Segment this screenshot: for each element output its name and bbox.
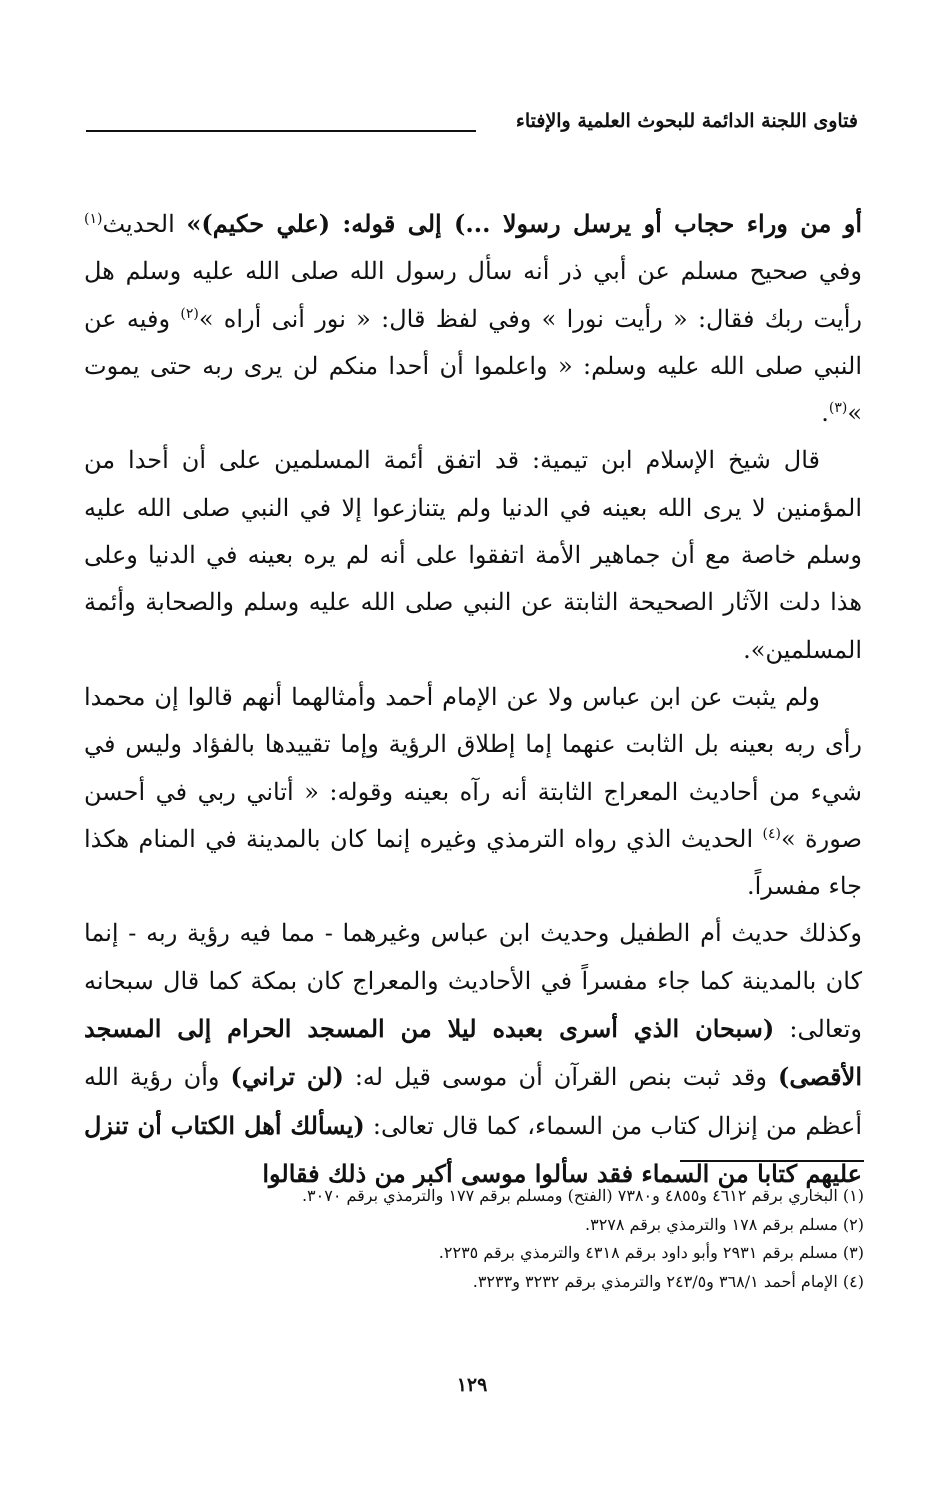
page-number: ١٢٩ — [456, 1374, 488, 1396]
footnote-3: (٣) مسلم برقم ٢٩٣١ وأبو داود برقم ٤٣١٨ والترمذي برقم ٢٢٣٥. — [438, 1243, 864, 1262]
main-text — [84, 200, 862, 1198]
running-header — [86, 108, 858, 138]
text-span: الحديث — [102, 210, 187, 238]
footnote-2: (٢) مسلم برقم ١٧٨ والترمذي برقم ٣٢٧٨. — [585, 1214, 864, 1234]
footnote-separator — [680, 1160, 864, 1162]
quran-quote: أو من وراء حجاب أو يرسل رسولا ...) إلى قوله: (علي حكيم)» — [186, 209, 862, 238]
paragraph-2: قال شيخ الإسلام ابن تيمية: قد اتفق أئمة المسلمين على أن أحدا من المؤمنين لا يرى الله بعينه في الدنيا ولم يتنازعوا إلا في النبي صلى الله عليه وسلم خاصة مع أن جماهير الأمة اتفقوا على أنه لم يره بعينه في الدنيا وعلى هذا دلت الآثار الصحيحة الثابتة عن النبي صلى الله عليه وسلم والصحابة وأئمة المسلمين». — [84, 446, 862, 664]
running-title: فتاوى اللجنة الدائمة للبحوث العلمية والإفتاء — [515, 110, 858, 132]
footnote-ref-4[interactable]: (٤) — [762, 825, 781, 842]
text-span: وأن رؤية الله أعظم من إنزال كتاب من السماء، كما قال تعالى: — [84, 1063, 862, 1140]
paragraph-4 — [84, 910, 862, 1198]
paragraph-3 — [84, 674, 862, 910]
text-span: وفيه عن النبي صلى الله عليه وسلم: « واعلموا أن أحدا منكم لن يرى ربه حتى يموت » — [84, 304, 862, 428]
footnote-4: (٤) الإمام أحمد ٣٦٨/١ و٢٤٣/٥ والترمذي برقم ٣٢٣٢ و٣٢٣٣. — [472, 1271, 864, 1291]
footnote-1: (١) البخاري برقم ٤٦١٢ و٤٨٥٥ و٧٣٨٠ (الفتح) ومسلم برقم ١٧٧ والترمذي برقم ٣٠٧٠. — [301, 1186, 864, 1205]
footnote-ref-1[interactable]: (١) — [84, 211, 103, 227]
text-span: ولم يثبت عن ابن عباس ولا عن الإمام أحمد وأمثالهما أنهم قالوا إن محمدا رأى ربه بعينه بل الثابت عنهما إما إطلاق الرؤية وإما تقييدها بالفؤاد وليس في شيء من أحاديث المعراج الثابتة أنه رآه بعينه وقوله: « أتاني ربي في أحسن صورة » — [84, 682, 862, 853]
quran-quote: (سبحان الذي أسرى بعبده ليلا من المسجد الحرام إلى المسجد الأقصى) — [84, 1014, 862, 1092]
footnote-ref-2[interactable]: (٢) — [180, 305, 199, 322]
text-span: . — [821, 399, 829, 428]
footnote-ref-3[interactable]: (٣) — [828, 400, 848, 417]
footnotes — [84, 1182, 864, 1296]
paragraph-1 — [84, 200, 862, 437]
text-span: وكذلك حديث أم الطفيل وحديث ابن عباس وغيرهما - مما فيه رؤية ربه - إنما كان بالمدينة كما جاء مفسراً في الأحاديث والمعراج كان بمكة كما قال سبحانه وتعالى: — [84, 919, 862, 1044]
text-span: الحديث الذي رواه الترمذي وغيره إنما كان بالمدينة في المنام هكذا جاء مفسراً. — [84, 824, 862, 901]
text-span: وفي صحيح مسلم عن أبي ذر أنه سأل رسول الله صلى الله عليه وسلم هل رأيت ربك فقال: « رأيت نورا » وفي لفظ قال: « نور أنى أراه » — [84, 257, 862, 333]
quran-quote: (لن تراني) — [230, 1062, 344, 1092]
text-span: وقد ثبت بنص القرآن أن موسى قيل له: — [343, 1063, 778, 1092]
header-rule — [86, 130, 476, 132]
quran-quote: (يسألك أهل الكتاب أن تنزل عليهم كتابا من السماء فقد سألوا موسى أكبر من ذلك فقالوا — [84, 1110, 862, 1188]
